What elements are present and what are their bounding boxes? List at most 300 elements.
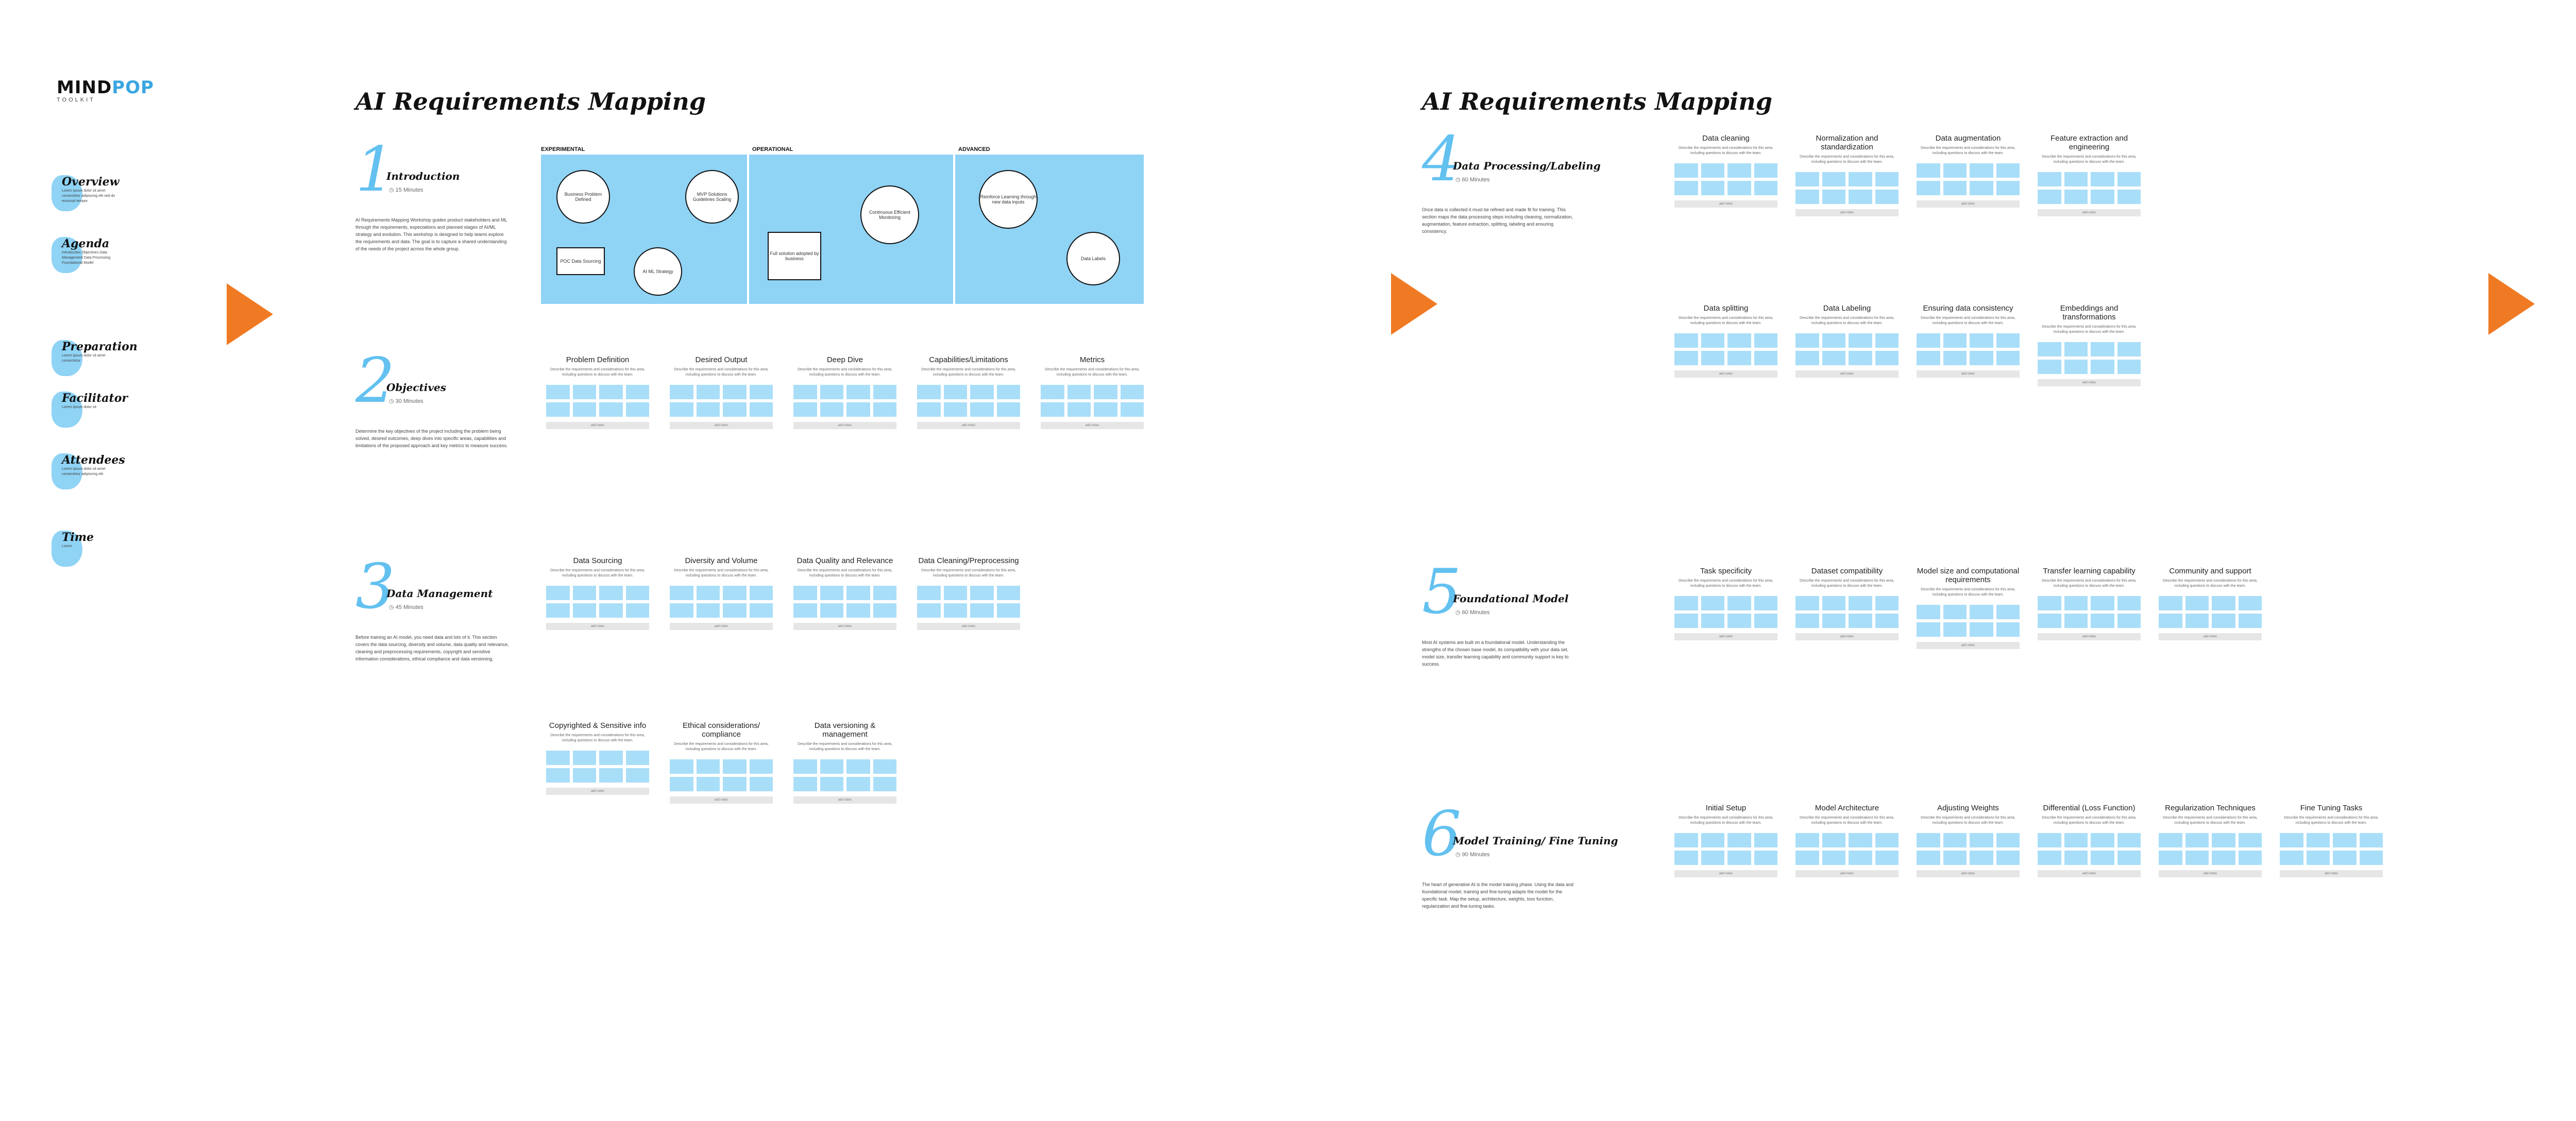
sticky-note[interactable] xyxy=(2064,172,2088,186)
sticky-note[interactable] xyxy=(1041,385,1064,399)
sticky-note[interactable] xyxy=(793,603,817,618)
requirement-column xyxy=(670,355,773,429)
sticky-note[interactable] xyxy=(1674,833,1698,847)
sticky-note[interactable] xyxy=(1875,333,1899,348)
sticky-note[interactable] xyxy=(1754,851,1778,865)
notes-bar[interactable] xyxy=(793,623,896,630)
requirement-column xyxy=(1674,567,1777,640)
sticky-note[interactable] xyxy=(2091,342,2114,356)
sticky-note[interactable] xyxy=(599,385,623,399)
sticky-note[interactable] xyxy=(873,586,897,600)
notes-bar[interactable] xyxy=(917,623,1020,630)
sticky-note[interactable] xyxy=(1701,181,1725,195)
sticky-note[interactable] xyxy=(1970,622,1993,637)
sticky-note[interactable] xyxy=(599,768,623,783)
sticky-note[interactable] xyxy=(2159,596,2182,610)
sticky-note[interactable] xyxy=(846,759,870,774)
sticky-note[interactable] xyxy=(1094,402,1117,417)
sticky-note[interactable] xyxy=(626,586,650,600)
sticky-note[interactable] xyxy=(1795,596,1819,610)
sticky-note[interactable] xyxy=(820,759,844,774)
sticky-note[interactable] xyxy=(1822,851,1846,865)
sticky-note[interactable] xyxy=(1701,851,1725,865)
sticky-note[interactable] xyxy=(1674,596,1698,610)
sticky-note[interactable] xyxy=(750,385,773,399)
sticky-note[interactable] xyxy=(793,402,817,417)
sticky-note[interactable] xyxy=(1795,190,1819,204)
sticky-note[interactable] xyxy=(1875,851,1899,865)
notes-bar[interactable] xyxy=(1917,200,2020,208)
sticky-note[interactable] xyxy=(1701,351,1725,365)
sticky-note[interactable] xyxy=(723,402,747,417)
sticky-note[interactable] xyxy=(2117,360,2141,374)
sticky-note[interactable] xyxy=(2239,833,2262,847)
sticky-note[interactable] xyxy=(1849,190,1872,204)
notes-bar[interactable] xyxy=(1917,870,2020,877)
section-title: Objectives xyxy=(386,381,446,394)
sticky-note[interactable] xyxy=(2212,596,2235,610)
sticky-note[interactable] xyxy=(2117,614,2141,628)
sticky-note[interactable] xyxy=(599,603,623,618)
sticky-note[interactable] xyxy=(2360,833,2383,847)
sticky-note[interactable] xyxy=(970,385,994,399)
sticky-note[interactable] xyxy=(599,402,623,417)
sticky-note[interactable] xyxy=(1970,351,1993,365)
sticky-note[interactable] xyxy=(2159,833,2182,847)
sticky-note[interactable] xyxy=(1822,614,1846,628)
panel-title: AI Requirements Mapping xyxy=(1422,88,1772,115)
sticky-note[interactable] xyxy=(2117,172,2141,186)
sticky-note[interactable] xyxy=(1067,385,1091,399)
sticky-note[interactable] xyxy=(1996,833,2020,847)
sticky-note[interactable] xyxy=(1727,833,1751,847)
notes-bar[interactable] xyxy=(2280,870,2383,877)
sticky-note[interactable] xyxy=(697,777,720,791)
sticky-note[interactable] xyxy=(697,759,720,774)
sticky-note[interactable] xyxy=(1996,851,2020,865)
sticky-note[interactable] xyxy=(2064,360,2088,374)
sticky-note[interactable] xyxy=(1849,351,1872,365)
sticky-note[interactable] xyxy=(2064,596,2088,610)
sticky-note[interactable] xyxy=(1875,190,1899,204)
sticky-note[interactable] xyxy=(723,603,747,618)
sticky-note[interactable] xyxy=(1795,333,1819,348)
sticky-note[interactable] xyxy=(2064,833,2088,847)
sticky-note[interactable] xyxy=(820,603,844,618)
sticky-note[interactable] xyxy=(944,402,968,417)
sticky-note[interactable] xyxy=(546,768,570,783)
sticky-note[interactable] xyxy=(2091,360,2114,374)
sticky-note[interactable] xyxy=(573,385,597,399)
sticky-note[interactable] xyxy=(1849,851,1872,865)
sidebar-item xyxy=(52,531,129,549)
sticky-note[interactable] xyxy=(2117,851,2141,865)
sticky-note[interactable] xyxy=(2185,851,2209,865)
notes-bar[interactable] xyxy=(1795,870,1899,877)
sticky-note[interactable] xyxy=(2159,851,2182,865)
sticky-note[interactable] xyxy=(1996,163,2020,178)
sticky-note[interactable] xyxy=(1943,605,1967,619)
sticky-note[interactable] xyxy=(2064,342,2088,356)
sticky-note[interactable] xyxy=(997,603,1021,618)
sticky-note[interactable] xyxy=(2064,851,2088,865)
sticky-note[interactable] xyxy=(1674,181,1698,195)
sticky-note[interactable] xyxy=(944,586,968,600)
section-time: ◷ 30 Minutes xyxy=(389,398,423,404)
sticky-note[interactable] xyxy=(750,402,773,417)
section-time: ◷ 45 Minutes xyxy=(389,604,423,610)
notes-bar[interactable] xyxy=(1674,370,1777,378)
sticky-note[interactable] xyxy=(1875,351,1899,365)
sticky-note[interactable] xyxy=(873,777,897,791)
sticky-note[interactable] xyxy=(1674,614,1698,628)
notes-bar[interactable] xyxy=(793,422,896,429)
notes-bar[interactable] xyxy=(1795,209,1899,216)
sticky-note[interactable] xyxy=(1121,385,1144,399)
sticky-note[interactable] xyxy=(1795,833,1819,847)
sticky-note[interactable] xyxy=(1875,833,1899,847)
sticky-note[interactable] xyxy=(793,777,817,791)
sticky-note[interactable] xyxy=(723,759,747,774)
sticky-note[interactable] xyxy=(2064,190,2088,204)
sticky-note[interactable] xyxy=(1795,351,1819,365)
notes-bar[interactable] xyxy=(1674,200,1777,208)
sticky-note[interactable] xyxy=(2038,614,2061,628)
sticky-note[interactable] xyxy=(820,777,844,791)
sticky-note[interactable] xyxy=(670,777,693,791)
sticky-note[interactable] xyxy=(846,603,870,618)
sticky-note[interactable] xyxy=(1674,333,1698,348)
sticky-note[interactable] xyxy=(873,603,897,618)
sticky-note[interactable] xyxy=(1701,333,1725,348)
notes-bar[interactable] xyxy=(546,422,649,429)
sticky-note[interactable] xyxy=(1917,333,1940,348)
sticky-note[interactable] xyxy=(1674,851,1698,865)
sticky-note[interactable] xyxy=(626,603,650,618)
sticky-note[interactable] xyxy=(1849,172,1872,186)
sticky-note[interactable] xyxy=(793,385,817,399)
sticky-note[interactable] xyxy=(697,385,720,399)
sticky-note[interactable] xyxy=(917,603,941,618)
sticky-note[interactable] xyxy=(573,603,597,618)
sticky-note[interactable] xyxy=(846,777,870,791)
sticky-note[interactable] xyxy=(546,385,570,399)
sticky-note[interactable] xyxy=(1822,833,1846,847)
sticky-note[interactable] xyxy=(2239,851,2262,865)
sticky-note[interactable] xyxy=(750,759,773,774)
sticky-note[interactable] xyxy=(1822,596,1846,610)
column-description: Describe the requirements and considerations for this area, including questions to discuss with the team. xyxy=(921,569,1016,578)
sticky-note[interactable] xyxy=(1996,351,2020,365)
sticky-note[interactable] xyxy=(2239,596,2262,610)
sticky-note[interactable] xyxy=(1795,851,1819,865)
sticky-note[interactable] xyxy=(1996,181,2020,195)
sticky-notes-grid xyxy=(2159,833,2262,865)
sticky-note[interactable] xyxy=(1970,181,1993,195)
sticky-note[interactable] xyxy=(670,385,693,399)
sticky-note[interactable] xyxy=(2185,596,2209,610)
section-time: ◷ 60 Minutes xyxy=(1455,177,1490,183)
sticky-note[interactable] xyxy=(917,402,941,417)
sticky-note[interactable] xyxy=(846,586,870,600)
sticky-note[interactable] xyxy=(1701,596,1725,610)
sticky-note[interactable] xyxy=(750,777,773,791)
notes-bar[interactable] xyxy=(546,788,649,795)
sticky-note[interactable] xyxy=(1754,596,1778,610)
sticky-note[interactable] xyxy=(873,385,897,399)
sticky-note[interactable] xyxy=(2212,833,2235,847)
sticky-note[interactable] xyxy=(2307,833,2330,847)
sticky-note[interactable] xyxy=(1701,833,1725,847)
sticky-note[interactable] xyxy=(573,768,597,783)
sticky-note[interactable] xyxy=(599,586,623,600)
notes-bar[interactable] xyxy=(1674,633,1777,640)
sticky-note[interactable] xyxy=(2091,614,2114,628)
column-title: Regularization Techniques xyxy=(2165,804,2256,812)
sticky-note[interactable] xyxy=(670,402,693,417)
sticky-note[interactable] xyxy=(1917,622,1940,637)
sticky-note[interactable] xyxy=(697,586,720,600)
sticky-note[interactable] xyxy=(1970,605,1993,619)
sticky-note[interactable] xyxy=(1727,181,1751,195)
sticky-note[interactable] xyxy=(1701,163,1725,178)
sticky-note[interactable] xyxy=(2117,596,2141,610)
sticky-note[interactable] xyxy=(2091,596,2114,610)
sticky-note[interactable] xyxy=(846,385,870,399)
sticky-note[interactable] xyxy=(793,759,817,774)
sticky-note[interactable] xyxy=(2360,851,2383,865)
sticky-note[interactable] xyxy=(970,402,994,417)
sticky-note[interactable] xyxy=(2239,614,2262,628)
sticky-note[interactable] xyxy=(546,603,570,618)
sticky-note[interactable] xyxy=(723,586,747,600)
sticky-note[interactable] xyxy=(1727,596,1751,610)
sticky-note[interactable] xyxy=(599,751,623,765)
notes-bar[interactable] xyxy=(793,796,896,804)
sticky-note[interactable] xyxy=(2038,172,2061,186)
sticky-note[interactable] xyxy=(997,586,1021,600)
section-title: Introduction xyxy=(386,170,460,182)
sticky-note[interactable] xyxy=(1674,351,1698,365)
section-number: 1 xyxy=(355,134,395,206)
sticky-note[interactable] xyxy=(2117,833,2141,847)
sticky-notes-grid xyxy=(2280,833,2383,865)
sticky-notes-grid xyxy=(546,385,649,417)
sticky-note[interactable] xyxy=(573,751,597,765)
sticky-note[interactable] xyxy=(750,603,773,618)
sticky-note[interactable] xyxy=(1822,190,1846,204)
sticky-note[interactable] xyxy=(970,603,994,618)
sticky-note[interactable] xyxy=(2280,851,2303,865)
notes-bar[interactable] xyxy=(1041,422,1144,429)
notes-bar[interactable] xyxy=(1917,642,2020,649)
sticky-note[interactable] xyxy=(1754,833,1778,847)
notes-bar[interactable] xyxy=(1795,370,1899,378)
sticky-note[interactable] xyxy=(2185,614,2209,628)
sticky-note[interactable] xyxy=(997,385,1021,399)
column-title: Data Quality and Relevance xyxy=(796,556,893,565)
notes-bar[interactable] xyxy=(1795,633,1899,640)
sticky-note[interactable] xyxy=(820,385,844,399)
sticky-note[interactable] xyxy=(1849,833,1872,847)
sticky-note[interactable] xyxy=(1943,351,1967,365)
sticky-note[interactable] xyxy=(1701,614,1725,628)
notes-bar[interactable] xyxy=(1674,870,1777,877)
sticky-note[interactable] xyxy=(873,402,897,417)
sticky-note[interactable] xyxy=(2091,190,2114,204)
sticky-note[interactable] xyxy=(970,586,994,600)
sticky-note[interactable] xyxy=(2091,833,2114,847)
sticky-note[interactable] xyxy=(1754,351,1778,365)
sticky-note[interactable] xyxy=(1970,333,1993,348)
sticky-note[interactable] xyxy=(626,768,650,783)
requirement-column xyxy=(2038,804,2141,877)
sticky-note[interactable] xyxy=(1795,614,1819,628)
sticky-note[interactable] xyxy=(1727,851,1751,865)
sticky-note[interactable] xyxy=(1795,172,1819,186)
sticky-note[interactable] xyxy=(1917,833,1940,847)
sticky-note[interactable] xyxy=(573,402,597,417)
sticky-note[interactable] xyxy=(1970,163,1993,178)
sticky-note[interactable] xyxy=(1917,163,1940,178)
sticky-note[interactable] xyxy=(2117,342,2141,356)
sticky-note[interactable] xyxy=(750,586,773,600)
sticky-note[interactable] xyxy=(1943,163,1967,178)
sticky-note[interactable] xyxy=(1822,333,1846,348)
sticky-note[interactable] xyxy=(1943,333,1967,348)
sticky-note[interactable] xyxy=(1849,596,1872,610)
sticky-note[interactable] xyxy=(1917,181,1940,195)
sticky-note[interactable] xyxy=(1970,833,1993,847)
sticky-note[interactable] xyxy=(1674,163,1698,178)
sticky-note[interactable] xyxy=(2038,360,2061,374)
sticky-note[interactable] xyxy=(1996,333,2020,348)
sticky-note[interactable] xyxy=(573,586,597,600)
sticky-note[interactable] xyxy=(1970,851,1993,865)
sticky-note[interactable] xyxy=(626,385,650,399)
sticky-note[interactable] xyxy=(1917,351,1940,365)
sticky-note[interactable] xyxy=(997,402,1021,417)
sticky-note[interactable] xyxy=(820,586,844,600)
sticky-note[interactable] xyxy=(2159,614,2182,628)
sticky-note[interactable] xyxy=(820,402,844,417)
sticky-note[interactable] xyxy=(2117,190,2141,204)
sticky-note[interactable] xyxy=(1822,172,1846,186)
sticky-note[interactable] xyxy=(1849,614,1872,628)
notes-bar[interactable] xyxy=(2159,633,2262,640)
notes-bar[interactable] xyxy=(670,422,773,429)
notes-bar[interactable] xyxy=(917,422,1020,429)
sticky-note[interactable] xyxy=(1917,605,1940,619)
notes-bar[interactable] xyxy=(2038,870,2141,877)
sticky-note[interactable] xyxy=(1727,614,1751,628)
sticky-note[interactable] xyxy=(1943,851,1967,865)
sticky-note[interactable] xyxy=(546,751,570,765)
sticky-note[interactable] xyxy=(2038,342,2061,356)
sticky-note[interactable] xyxy=(670,586,693,600)
sticky-note[interactable] xyxy=(2185,833,2209,847)
sticky-note[interactable] xyxy=(1121,402,1144,417)
sticky-note[interactable] xyxy=(1754,163,1778,178)
sticky-note[interactable] xyxy=(1875,172,1899,186)
sticky-note[interactable] xyxy=(697,603,720,618)
sticky-note[interactable] xyxy=(2091,172,2114,186)
notes-bar[interactable] xyxy=(670,623,773,630)
sticky-note[interactable] xyxy=(1943,622,1967,637)
sticky-note[interactable] xyxy=(723,777,747,791)
notes-bar[interactable] xyxy=(670,796,773,804)
sticky-note[interactable] xyxy=(917,385,941,399)
requirement-column xyxy=(2038,304,2141,386)
requirement-column xyxy=(546,556,649,630)
notes-bar[interactable] xyxy=(546,623,649,630)
sticky-note[interactable] xyxy=(697,402,720,417)
sticky-note[interactable] xyxy=(1996,605,2020,619)
sticky-note[interactable] xyxy=(2064,614,2088,628)
sticky-note[interactable] xyxy=(2038,851,2061,865)
sticky-note[interactable] xyxy=(2212,851,2235,865)
sticky-note[interactable] xyxy=(1943,181,1967,195)
sticky-note[interactable] xyxy=(2038,190,2061,204)
sticky-note[interactable] xyxy=(626,751,650,765)
sticky-note[interactable] xyxy=(1917,851,1940,865)
sticky-note[interactable] xyxy=(1822,351,1846,365)
sticky-note[interactable] xyxy=(944,603,968,618)
sticky-note[interactable] xyxy=(546,586,570,600)
sticky-note[interactable] xyxy=(917,586,941,600)
sticky-note[interactable] xyxy=(1849,333,1872,348)
sticky-note[interactable] xyxy=(1996,622,2020,637)
sticky-note[interactable] xyxy=(2280,833,2303,847)
sticky-note[interactable] xyxy=(873,759,897,774)
sticky-note[interactable] xyxy=(2212,614,2235,628)
column-description: Describe the requirements and considerations for this area, including questions to discuss with the team. xyxy=(1800,155,1894,164)
sticky-note[interactable] xyxy=(1067,402,1091,417)
sticky-note[interactable] xyxy=(2307,851,2330,865)
sticky-note[interactable] xyxy=(1754,333,1778,348)
sticky-note[interactable] xyxy=(793,586,817,600)
sticky-note[interactable] xyxy=(944,385,968,399)
column-description: Describe the requirements and considerations for this area, including questions to discuss with the team. xyxy=(1679,816,1773,825)
sticky-note[interactable] xyxy=(2333,851,2357,865)
sticky-note[interactable] xyxy=(2091,851,2114,865)
sticky-note[interactable] xyxy=(1943,833,1967,847)
sticky-note[interactable] xyxy=(2038,596,2061,610)
sticky-note[interactable] xyxy=(1754,614,1778,628)
sticky-note[interactable] xyxy=(2038,833,2061,847)
sticky-note[interactable] xyxy=(1875,596,1899,610)
sticky-note[interactable] xyxy=(723,385,747,399)
sticky-note[interactable] xyxy=(1727,333,1751,348)
notes-bar[interactable] xyxy=(2159,870,2262,877)
notes-bar[interactable] xyxy=(1917,370,2020,378)
sticky-note[interactable] xyxy=(546,402,570,417)
sticky-note[interactable] xyxy=(2333,833,2357,847)
notes-bar[interactable] xyxy=(2038,379,2141,386)
sticky-note[interactable] xyxy=(1041,402,1064,417)
sticky-note[interactable] xyxy=(670,759,693,774)
sticky-note[interactable] xyxy=(626,402,650,417)
sticky-note[interactable] xyxy=(1875,614,1899,628)
notes-bar[interactable] xyxy=(2038,209,2141,216)
sticky-note[interactable] xyxy=(1727,163,1751,178)
sticky-note[interactable] xyxy=(1727,351,1751,365)
sticky-note[interactable] xyxy=(846,402,870,417)
sticky-note[interactable] xyxy=(670,603,693,618)
notes-bar[interactable] xyxy=(2038,633,2141,640)
sticky-note[interactable] xyxy=(1754,181,1778,195)
sticky-note[interactable] xyxy=(1094,385,1117,399)
